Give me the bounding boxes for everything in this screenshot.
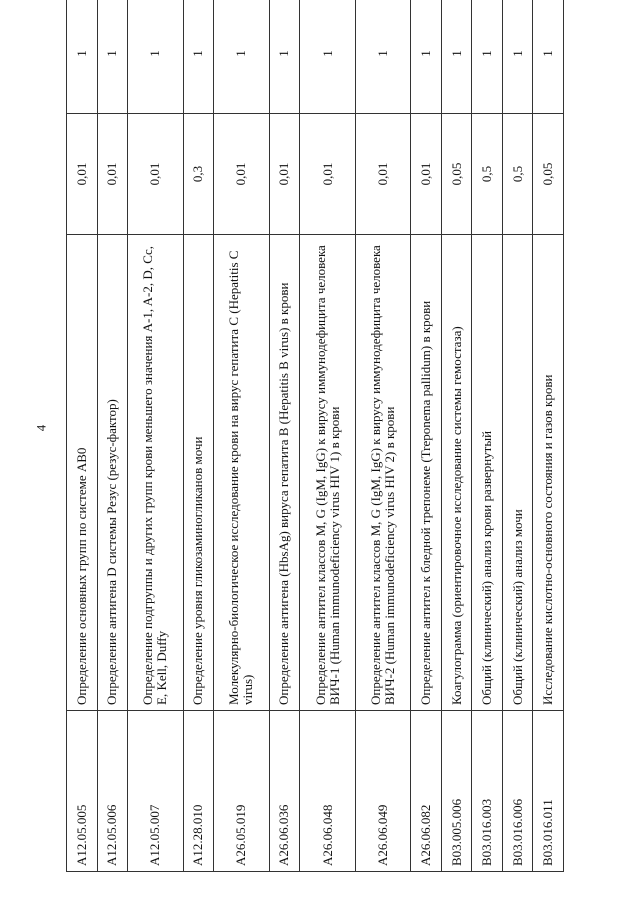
- table-body: [67, 0, 564, 872]
- service-description-cell: Общий (клинический) анализ крови развернутый: [472, 235, 503, 711]
- service-description-cell: Общий (клинический) анализ мочи: [502, 235, 533, 711]
- table-row: [355, 0, 411, 872]
- service-description-cell: Коагулограмма (ориентировочное исследование системы гемостаза): [441, 235, 472, 711]
- service-code-cell: B03.005.006: [441, 711, 472, 872]
- table-row: [533, 0, 564, 872]
- multiplicity-cell: 1: [533, 0, 564, 114]
- multiplicity-cell: 1: [472, 0, 503, 114]
- frequency-cell: 0,01: [214, 114, 270, 235]
- frequency-cell: 0,01: [67, 114, 98, 235]
- table-row: [269, 0, 300, 872]
- page-number: 4: [33, 424, 49, 432]
- service-code-cell: A12.05.007: [128, 711, 184, 872]
- frequency-cell: 0,01: [300, 114, 356, 235]
- rotated-table-area: [66, 38, 564, 872]
- table-row: [97, 0, 128, 872]
- service-code-cell: A26.06.082: [411, 711, 442, 872]
- multiplicity-cell: 1: [97, 0, 128, 114]
- service-code-cell: B03.016.011: [533, 711, 564, 872]
- multiplicity-cell: 1: [355, 0, 411, 114]
- multiplicity-cell: 1: [269, 0, 300, 114]
- multiplicity-cell: 1: [128, 0, 184, 114]
- service-code-cell: A26.05.019: [214, 711, 270, 872]
- service-code-cell: B03.016.003: [472, 711, 503, 872]
- frequency-cell: 0,01: [128, 114, 184, 235]
- service-description-cell: Молекулярно-биологическое исследование крови на вирус гепатита C (Hepatitis C virus): [214, 235, 270, 711]
- service-code-cell: B03.016.006: [502, 711, 533, 872]
- service-code-cell: A26.06.036: [269, 711, 300, 872]
- table-row: [214, 0, 270, 872]
- service-description-cell: Исследование кислотно-основного состояния и газов крови: [533, 235, 564, 711]
- table-row: [300, 0, 356, 872]
- multiplicity-cell: 1: [67, 0, 98, 114]
- multiplicity-cell: 1: [300, 0, 356, 114]
- table-row: [502, 0, 533, 872]
- service-description-cell: Определение уровня гликозаминогликанов мочи: [183, 235, 214, 711]
- frequency-cell: 0,05: [441, 114, 472, 235]
- service-description-cell: Определение антигена (HbsAg) вируса гепатита B (Hepatitis B virus) в крови: [269, 235, 300, 711]
- service-description-cell: Определение антител к бледной трепонеме (Treponema pallidum) в крови: [411, 235, 442, 711]
- table-row: [67, 0, 98, 872]
- table-row: [411, 0, 442, 872]
- multiplicity-cell: 1: [411, 0, 442, 114]
- multiplicity-cell: 1: [214, 0, 270, 114]
- service-description-cell: Определение основных групп по системе AB0: [67, 235, 98, 711]
- table-row: [183, 0, 214, 872]
- table-row: [472, 0, 503, 872]
- frequency-cell: 0,01: [269, 114, 300, 235]
- service-description-cell: Определение антител классов M, G (IgM, IgG) к вирусу иммунодефицита человека ВИЧ-2 (Human immunodeficiency virus HIV 2) в крови: [355, 235, 411, 711]
- services-table: [66, 0, 564, 872]
- multiplicity-cell: 1: [183, 0, 214, 114]
- service-description-cell: Определение подгруппы и других групп крови меньшего значения A-1, A-2, D, Cc, E, Kell, Duffy: [128, 235, 184, 711]
- service-code-cell: A26.06.049: [355, 711, 411, 872]
- service-code-cell: A12.28.010: [183, 711, 214, 872]
- service-code-cell: A12.05.006: [97, 711, 128, 872]
- table-container: [66, 38, 564, 872]
- frequency-cell: 0,3: [183, 114, 214, 235]
- table-row: [441, 0, 472, 872]
- frequency-cell: 0,01: [97, 114, 128, 235]
- frequency-cell: 0,01: [355, 114, 411, 235]
- multiplicity-cell: 1: [441, 0, 472, 114]
- frequency-cell: 0,05: [533, 114, 564, 235]
- frequency-cell: 0,5: [472, 114, 503, 235]
- frequency-cell: 0,01: [411, 114, 442, 235]
- frequency-cell: 0,5: [502, 114, 533, 235]
- multiplicity-cell: 1: [502, 0, 533, 114]
- service-code-cell: A12.05.005: [67, 711, 98, 872]
- table-row: [128, 0, 184, 872]
- service-description-cell: Определение антигена D системы Резус (резус-фактор): [97, 235, 128, 711]
- service-description-cell: Определение антител классов M, G (IgM, IgG) к вирусу иммунодефицита человека ВИЧ-1 (Human immunodeficiency virus HIV 1) в крови: [300, 235, 356, 711]
- service-code-cell: A26.06.048: [300, 711, 356, 872]
